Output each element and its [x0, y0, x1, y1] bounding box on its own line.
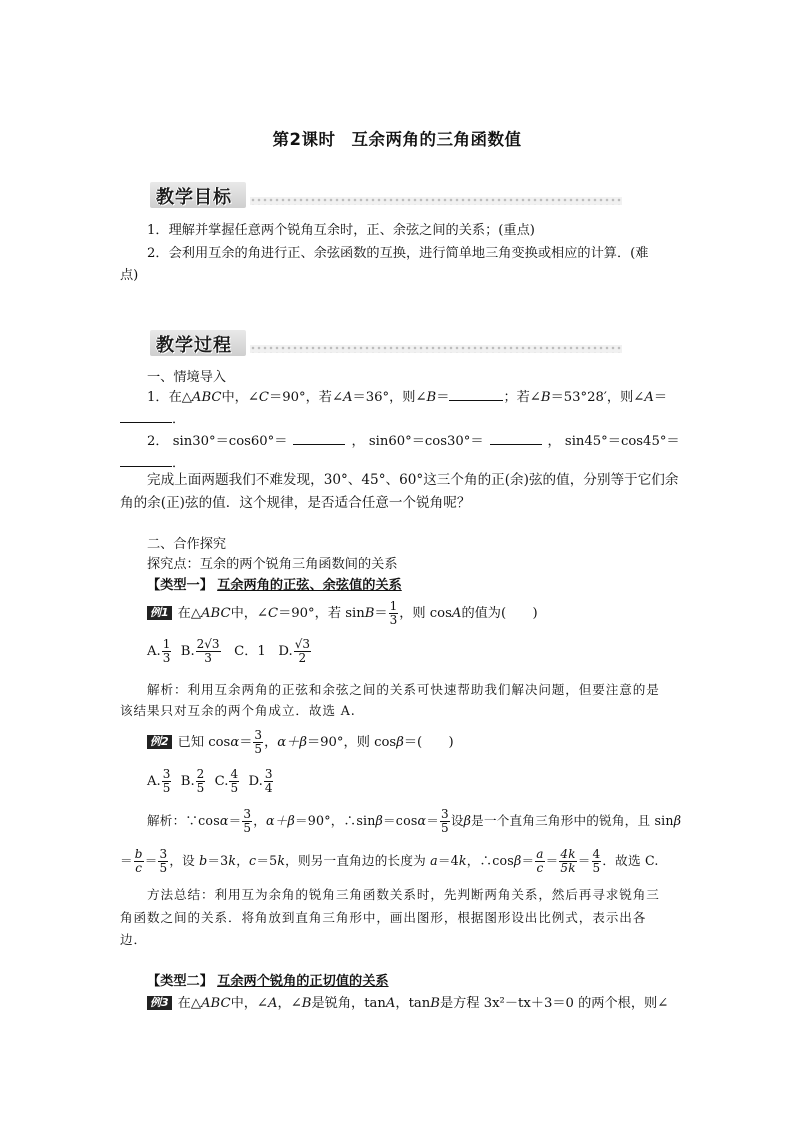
- section-tag: 教学过程: [150, 330, 246, 356]
- answer-blank: [449, 388, 503, 401]
- lesson-number: 第2课时: [272, 130, 336, 149]
- intro-question-2: 2． sin30°＝cos60°＝ ， sin60°＝cos30°＝ ， sin45°＝cos45°＝: [147, 434, 680, 449]
- example-2-options: A. $\frac{3}{5}$ B. $\frac{2}{5}$ C. $\frac{4}{5}$ D. $\frac{3}{4}$: [147, 767, 273, 795]
- explore-point: 探究点：互余的两个锐角三角函数间的关系: [147, 557, 398, 572]
- example-badge: 例2: [147, 735, 172, 749]
- intro-paragraph-line-1: 完成上面两题我们不难发现，30°、45°、60°这三个角的正(余)弦的值，分别等于它们余: [147, 472, 679, 488]
- intro-paragraph-line-2: 角的余(正)弦的值．这个规律，是否适合任意一个锐角呢？: [120, 495, 471, 511]
- intro-question-2-cont: ．: [120, 452, 185, 471]
- lesson-topic: 互余两角的三角函数值: [351, 130, 522, 149]
- example-2-solution-line-1: 解析：∵cosα＝ $\frac{3}{5}$ ，α＋β＝90°，∴sinβ＝cosα＝ $\frac{3}{5}$ 设β是一个直角三角形中的锐角，且 sinβ: [147, 807, 682, 835]
- explore-heading: 二、合作探究: [147, 537, 227, 552]
- method-summary-line-3: 边．: [120, 932, 147, 947]
- answer-blank: [120, 410, 172, 423]
- intro-heading: 一、情境导入: [147, 370, 227, 385]
- type-2-heading: 【类型二】 互余两个锐角的正切值的关系: [147, 974, 389, 989]
- dotted-rule: [250, 345, 622, 353]
- objective-2: 2．会利用互余的角进行正、余弦函数的互换，进行简单地三角变换或相应的计算．(难: [147, 246, 649, 261]
- example-1-solution-line-1: 解析：利用互余两角的正弦和余弦之间的关系可快速帮助我们解决问题，但要注意的是: [147, 682, 660, 697]
- answer-blank: [120, 454, 172, 467]
- example-2-solution-line-2: ＝ $\frac{b}{c}$ ＝ $\frac{3}{5}$ ，设 b＝3k，c＝5k，则另一直角边的长度为 a＝4k，∴cosβ＝ $\frac{a}{c}$ ＝ $\frac{4k}{5k}$ ＝ $\frac{4}{5}$ ．故选 C.: [120, 847, 659, 875]
- method-summary-line-2: 角函数之间的关系．将角放到直角三角形中，画出图形，根据图形设出比例式，表示出各: [120, 910, 647, 925]
- intro-question-1-cont: ．: [120, 408, 185, 427]
- page-title: [0, 126, 794, 150]
- example-badge: 例3: [147, 996, 172, 1010]
- objective-1: 1．理解并掌握任意两个锐角互余时，正、余弦之间的关系；(重点): [147, 223, 535, 238]
- example-1: 例1 在△ABC中，∠C＝90°，若 sinB＝ $\frac{1}{3}$ ，则 cosA的值为( ): [147, 600, 538, 627]
- example-1-options: A. $\frac{1}{3}$ B. $\frac{2√3}{3}$ C．1 D. $\frac{√3}{2}$: [147, 637, 310, 665]
- example-badge: 例1: [147, 606, 172, 620]
- example-3: 例3 在△ABC中，∠A，∠B是锐角，tanA，tanB是方程 3x²－tx＋3＝0 的两个根，则∠: [147, 992, 668, 1011]
- section-tag: 教学目标: [150, 182, 246, 208]
- example-1-solution-line-2: 该结果只对互余的两个角成立．故选 A.: [120, 703, 356, 718]
- type-1-heading: 【类型一】 互余两角的正弦、余弦值的关系: [147, 578, 402, 593]
- example-2: 例2 已知 cosα＝ $\frac{3}{5}$ ，α＋β＝90°，则 cosβ＝( ): [147, 729, 454, 756]
- method-summary-line-1: 方法总结：利用互为余角的锐角三角函数关系时，先判断两角关系，然后再寻求锐角三: [147, 887, 660, 902]
- dotted-rule: [250, 197, 622, 205]
- objective-2-cont: 点): [120, 268, 139, 283]
- intro-question-1: 1．在△ABC中，∠C＝90°，若∠A＝36°，则∠B＝ ；若∠B＝53°28′，则∠A＝: [147, 390, 668, 405]
- answer-blank: [293, 432, 345, 445]
- answer-blank: [490, 432, 542, 445]
